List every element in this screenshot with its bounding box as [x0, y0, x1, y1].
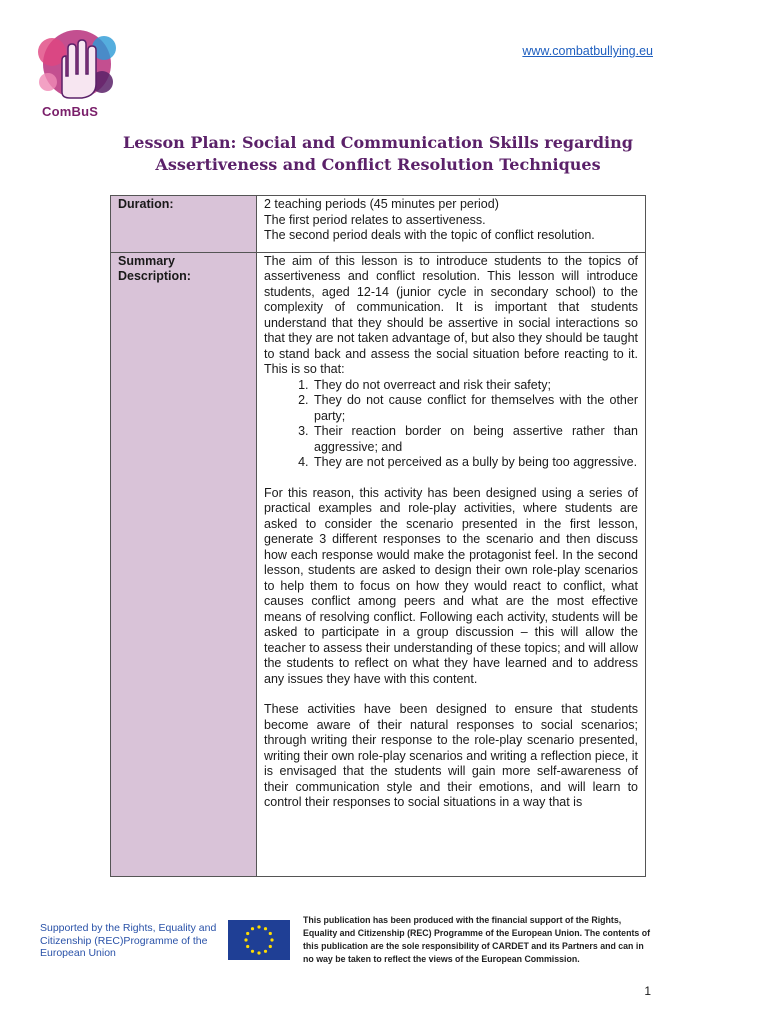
duration-line: The second period deals with the topic of conflict resolution. [264, 228, 595, 242]
duration-content [257, 196, 646, 253]
list-item: 4. They are not perceived as a bully by being too aggressive. [312, 455, 638, 471]
list-item: 1. They do not overreact and risk their safety; [312, 378, 638, 394]
summary-label: Summary Description: [111, 252, 257, 876]
combus-hand-logo-icon [22, 22, 132, 104]
page-number: 1 [644, 984, 651, 998]
summary-list [264, 378, 638, 471]
summary-intro: The aim of this lesson is to introduce students to the topics of assertiveness and conflict resolution. This lesson will introduce students, aged 12-14 (junior cycle in secondary school) to the complexity of communication. It is important that students understand that they should be assertive in social interactions so that they are not taken advantage of, but also they should be taught to stand back and assess the social situation before reacting to it. This is so that: [264, 253, 638, 376]
duration-label: Duration: [111, 196, 257, 253]
summary-content [257, 252, 646, 876]
logo-brand-text: ComBuS [42, 104, 99, 119]
footer-support-text: Supported by the Rights, Equality and Citizenship (REC)Programme of the European Union [40, 922, 217, 959]
site-link[interactable]: www.combatbullying.eu [522, 44, 653, 58]
list-item: 2. They do not cause conflict for themselves with the other party; [312, 393, 638, 424]
duration-line: 2 teaching periods (45 minutes per period) [264, 197, 499, 211]
page-title: Lesson Plan: Social and Communication Skills regarding Assertiveness and Conflict Resolution Techniques [123, 133, 633, 174]
summary-paragraph-2: For this reason, this activity has been designed using a series of practical examples and role-play activities, where students are asked to consider the scenario presented in the first lesson, generate 3 different responses to the scenario and then discuss how each response would make the protagonist feel. In the second lesson, students are asked to design their own role-play scenarios to help them to focus on how they would react to conflict, what causes conflict among peers and what are the most effective means of resolving conflict. Following each activity, students will be asked to participate in a group discussion – this will allow the teacher to assess their understanding of these topics; and will allow the students to reflect on what they have learned and to address any issues they have with this content. [264, 485, 638, 686]
list-item: 3. Their reaction border on being assertive rather than aggressive; and [312, 424, 638, 455]
eu-flag-icon [228, 920, 290, 960]
footer-disclaimer: This publication has been produced with the financial support of the Rights, Equality and Citizenship (REC) Programme of the European Union. The contents of this publication are the sole responsibility of CARDET and its Partners and can in no way be taken to reflect the views of the European Commission. [303, 915, 651, 964]
table-row-summary [111, 252, 646, 876]
summary-paragraph-3: These activities have been designed to ensure that students become aware of their natural responses to social scenarios; through writing their response to the role-play scenario presented, writing their own role-play scenarios and writing a reflection piece, it is envisaged that the students will gain more self-awareness of their communication style and their emotions, and will learn to control their responses to social situations in a way that is [264, 702, 638, 809]
duration-line: The first period relates to assertiveness. [264, 212, 486, 227]
lesson-plan-table [110, 195, 646, 877]
table-row-duration [111, 196, 646, 253]
